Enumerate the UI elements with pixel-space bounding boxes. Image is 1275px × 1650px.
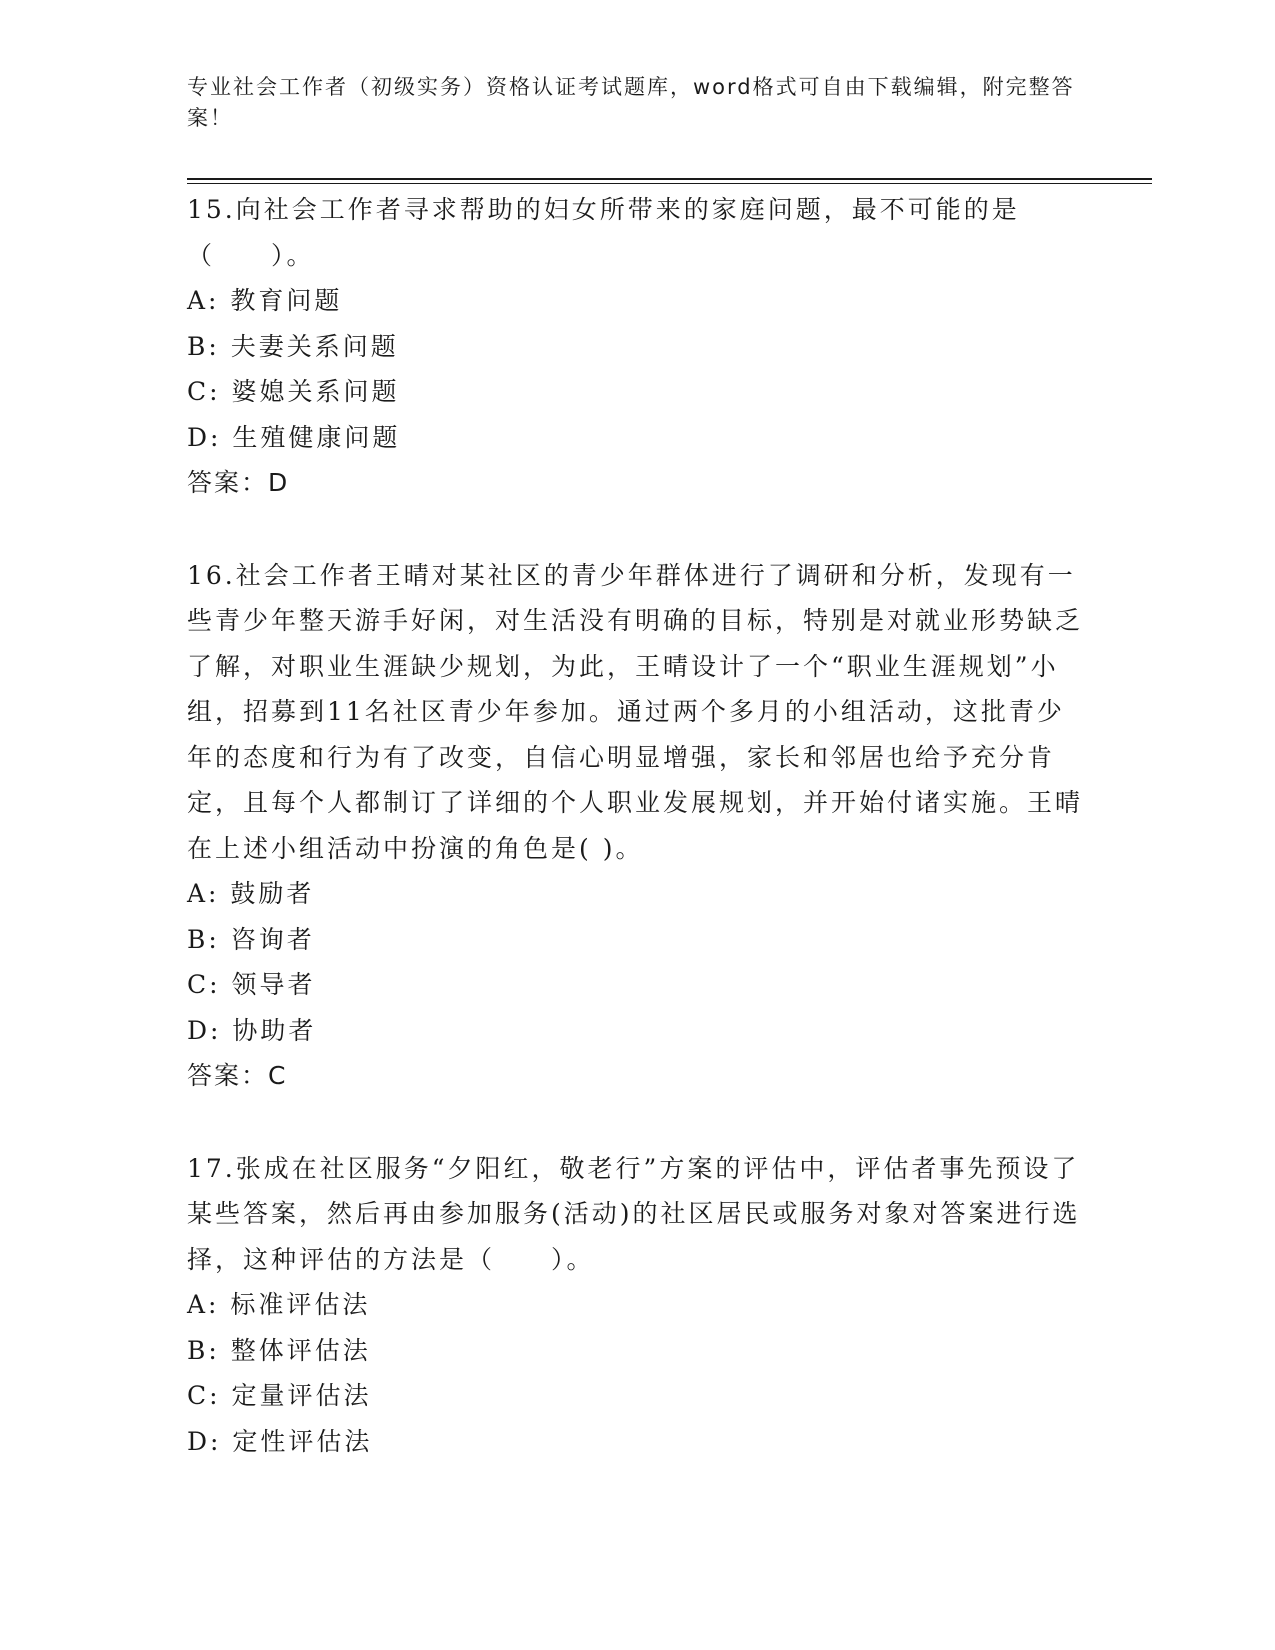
question-stem: 17.张成在社区服务“夕阳红，敬老行”方案的评估中，评估者事先预设了某些答案，然后再由参加服务(活动)的社区居民或服务对象对答案进行选择，这种评估的方法是（ ）。: [187, 1153, 1081, 1274]
option-d: D: 定性评估法: [187, 1426, 373, 1456]
option-a: A: 教育问题: [187, 286, 343, 315]
header-divider-thick: [187, 178, 1152, 180]
option-d: D: 生殖健康问题: [187, 422, 401, 452]
question-15: [187, 187, 1087, 506]
answer-line: 答案：D: [187, 468, 290, 497]
header-divider-thin: [187, 183, 1152, 184]
option-c: C: 定量评估法: [187, 1381, 372, 1410]
option-a: A: 标准评估法: [187, 1290, 371, 1319]
document-header: 专业社会工作者（初级实务）资格认证考试题库，word格式可自由下载编辑，附完整答案！: [187, 75, 1075, 130]
option-b: B: 咨询者: [187, 924, 315, 954]
option-c: C: 领导者: [187, 970, 316, 999]
question-list: [187, 187, 1087, 1511]
option-b: B: 夫妻关系问题: [187, 331, 399, 361]
option-d: D: 协助者: [187, 1015, 317, 1045]
question-stem: 15.向社会工作者寻求帮助的妇女所带来的家庭问题，最不可能的是（ ）。: [187, 195, 1020, 270]
option-c: C: 婆媳关系问题: [187, 377, 400, 406]
question-16: [187, 553, 1087, 1099]
option-b: B: 整体评估法: [187, 1335, 371, 1365]
answer-line: 答案：C: [187, 1061, 288, 1090]
option-a: A: 鼓励者: [187, 879, 315, 908]
question-17: [187, 1146, 1087, 1465]
question-stem: 16.社会工作者王晴对某社区的青少年群体进行了调研和分析，发现有一些青少年整天游手好闲，对生活没有明确的目标，特别是对就业形势缺乏了解，对职业生涯缺少规划，为此，王晴设计了一个“职业生涯规划”小组，招募到11名社区青少年参加。通过两个多月的小组活动，这批青少年的态度和行为有了改变，自信心明显增强，家长和邻居也给予充分肯定，且每个人都制订了详细的个人职业发展规划，并开始付诸实施。王晴在上述小组活动中扮演的角色是( )。: [187, 560, 1084, 863]
